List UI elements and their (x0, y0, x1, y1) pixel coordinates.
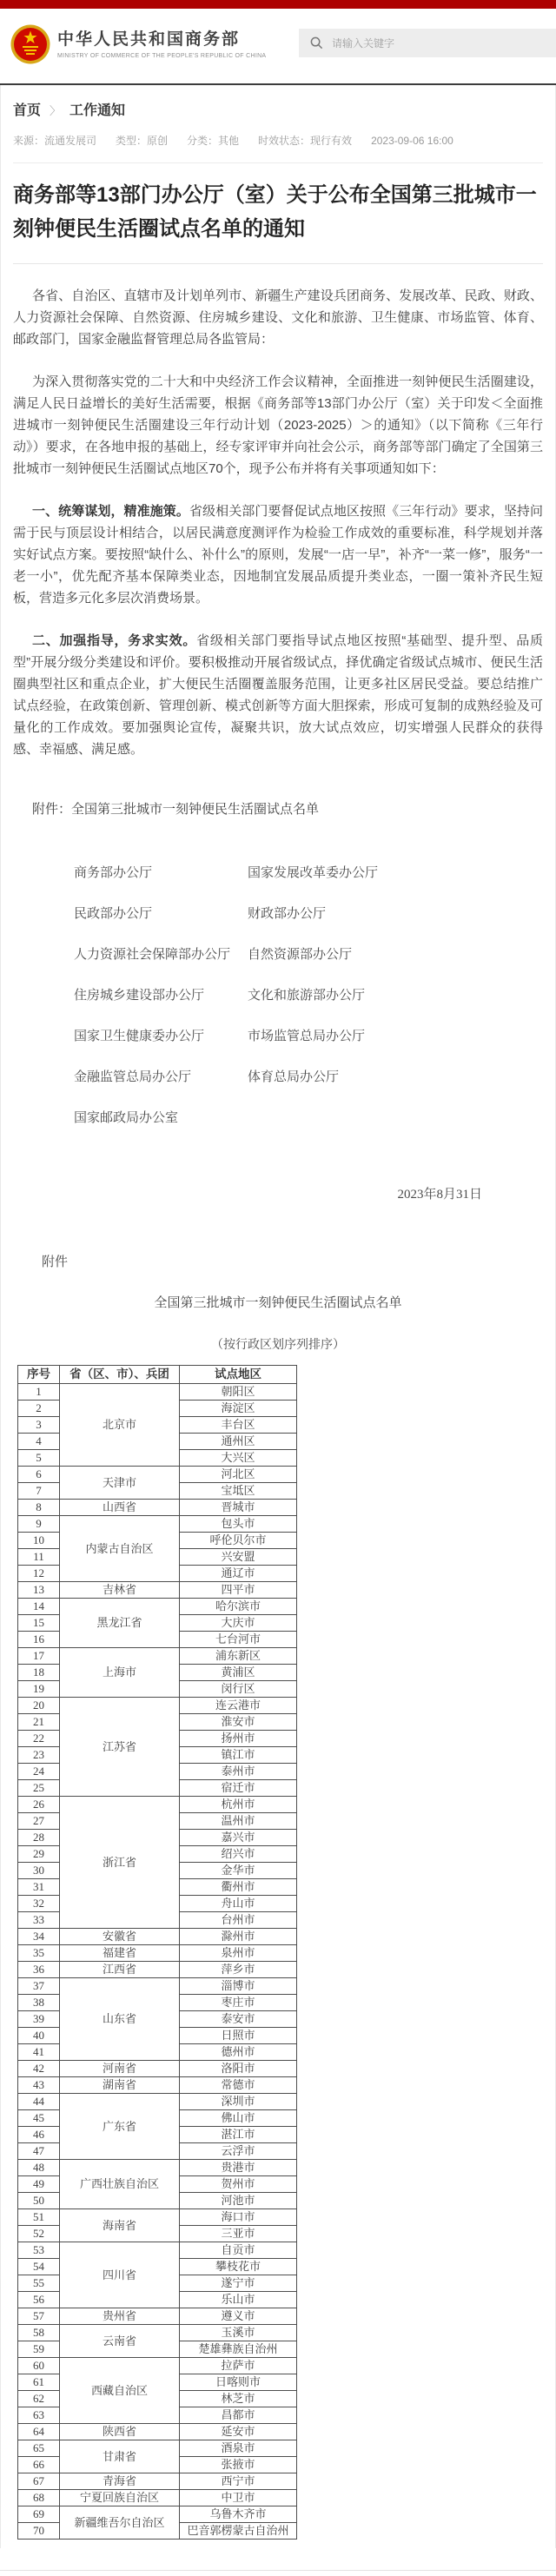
seq-cell: 9 (18, 1516, 60, 1533)
area-cell: 林芝市 (180, 2391, 297, 2407)
seq-cell: 48 (18, 2160, 60, 2176)
area-cell: 延安市 (180, 2424, 297, 2440)
province-cell: 北京市 (60, 1384, 180, 1467)
signer-right: 财政部办公厅 (248, 907, 327, 921)
table-row (18, 1797, 297, 1813)
province-cell: 湖南省 (60, 2077, 180, 2094)
breadcrumb-home[interactable]: 首页 (13, 103, 42, 118)
area-cell: 哈尔滨市 (180, 1599, 297, 1615)
seq-cell: 67 (18, 2473, 60, 2490)
signer-right: 国家发展改革委办公厅 (248, 866, 379, 880)
seq-cell: 11 (18, 1549, 60, 1566)
province-cell: 广西壮族自治区 (60, 2160, 180, 2209)
signer-row (74, 1029, 543, 1045)
attachment-link[interactable]: 全国第三批城市一刻钟便民生活圈试点名单 (71, 802, 320, 817)
seq-cell: 61 (18, 2374, 60, 2391)
area-cell: 淮安市 (180, 1714, 297, 1731)
signer-right: 市场监管总局办公厅 (248, 1030, 366, 1043)
seq-cell: 6 (18, 1467, 60, 1483)
document-date: 2023年8月31日 (397, 1188, 482, 1202)
signer-right: 体育总局办公厅 (248, 1070, 340, 1084)
area-cell: 玉溪市 (180, 2325, 297, 2341)
seq-cell: 8 (18, 1500, 60, 1516)
area-cell: 贵港市 (180, 2160, 297, 2176)
table-row (18, 1962, 297, 1978)
area-cell: 泰州市 (180, 1764, 297, 1780)
search-box[interactable] (299, 29, 556, 57)
seq-cell: 31 (18, 1879, 60, 1896)
seq-cell: 26 (18, 1797, 60, 1813)
seq-cell: 32 (18, 1896, 60, 1912)
area-cell: 中卫市 (180, 2490, 297, 2506)
national-emblem-icon (10, 24, 50, 64)
site-subtitle: MINISTRY OF COMMERCE OF THE PEOPLE'S REPUBLIC OF CHINA (57, 53, 267, 59)
table-row (18, 1698, 297, 1714)
article-title: 商务部等13部门办公厅（室）关于公布全国第三批城市一刻钟便民生活圈试点名单的通知 (13, 183, 537, 241)
breadcrumb-separator: 〉 (50, 104, 62, 117)
footer-space (0, 2571, 556, 2576)
area-cell: 通辽市 (180, 1566, 297, 1582)
area-cell: 包头市 (180, 1516, 297, 1533)
seq-cell: 35 (18, 1945, 60, 1962)
table-row (18, 1599, 297, 1615)
signer-left: 民政部办公厅 (74, 907, 153, 921)
province-cell: 吉林省 (60, 1582, 180, 1599)
seq-cell: 29 (18, 1846, 60, 1863)
seq-cell: 20 (18, 1698, 60, 1714)
area-cell: 淄博市 (180, 1978, 297, 1995)
seq-cell: 49 (18, 2176, 60, 2193)
province-cell: 江苏省 (60, 1698, 180, 1797)
seq-cell: 38 (18, 1995, 60, 2011)
seq-cell: 16 (18, 1632, 60, 1648)
seq-cell: 17 (18, 1648, 60, 1665)
area-cell: 西宁市 (180, 2473, 297, 2490)
province-cell: 四川省 (60, 2242, 180, 2308)
column-header: 序号 (18, 1366, 60, 1384)
province-cell: 贵州省 (60, 2308, 180, 2325)
appendix-table-subtitle: （按行政区划序列排序） (211, 1339, 345, 1352)
article-body (13, 285, 543, 820)
seq-cell: 56 (18, 2292, 60, 2308)
signer-left: 国家卫生健康委办公厅 (74, 1030, 205, 1043)
pilot-list-table (17, 1365, 297, 2540)
seq-cell: 40 (18, 2028, 60, 2044)
meta-item: 时效状态：现行有效 (258, 135, 353, 147)
signer-row (74, 988, 543, 1004)
seq-cell: 34 (18, 1929, 60, 1945)
area-cell: 滁州市 (180, 1929, 297, 1945)
seq-cell: 42 (18, 2061, 60, 2077)
area-cell: 七台河市 (180, 1632, 297, 1648)
article-meta (13, 133, 543, 148)
seq-cell: 30 (18, 1863, 60, 1879)
area-cell: 晋城市 (180, 1500, 297, 1516)
seq-cell: 18 (18, 1665, 60, 1681)
seq-cell: 51 (18, 2209, 60, 2226)
body-paragraph: 各省、自治区、直辖市及计划单列市、新疆生产建设兵团商务、发展改革、民政、财政、人力资源社会保障、自然资源、住房城乡建设、文化和旅游、卫生健康、市场监管、体育、邮政部门，国家金融监督管理总局各监管局： (13, 288, 543, 347)
meta-item: 来源：流通发展司 (13, 135, 97, 147)
table-row (18, 2358, 297, 2374)
seq-cell: 39 (18, 2011, 60, 2028)
seq-cell: 22 (18, 1731, 60, 1747)
area-cell: 自贡市 (180, 2242, 297, 2259)
table-row (18, 2473, 297, 2490)
area-cell: 兴安盟 (180, 1549, 297, 1566)
signer-left: 住房城乡建设部办公厅 (74, 989, 205, 1003)
content-card (0, 85, 556, 2548)
seq-cell: 5 (18, 1450, 60, 1467)
site-header (0, 9, 556, 83)
table-row (18, 1582, 297, 1599)
table-row (18, 2242, 297, 2259)
area-cell: 泰安市 (180, 2011, 297, 2028)
seq-cell: 15 (18, 1615, 60, 1632)
province-cell: 甘肃省 (60, 2440, 180, 2473)
seq-cell: 12 (18, 1566, 60, 1582)
area-cell: 日照市 (180, 2028, 297, 2044)
appendix-table-title: 全国第三批城市一刻钟便民生活圈试点名单 (154, 1296, 402, 1310)
signer-row (74, 1069, 543, 1086)
seq-cell: 41 (18, 2044, 60, 2061)
area-cell: 常德市 (180, 2077, 297, 2094)
province-cell: 内蒙古自治区 (60, 1516, 180, 1582)
site-title: 中华人民共和国商务部 (57, 30, 241, 49)
area-cell: 河池市 (180, 2193, 297, 2209)
area-cell: 丰台区 (180, 1417, 297, 1434)
signer-left: 商务部办公厅 (74, 866, 153, 880)
area-cell: 三亚市 (180, 2226, 297, 2242)
area-cell: 枣庄市 (180, 1995, 297, 2011)
area-cell: 温州市 (180, 1813, 297, 1830)
area-cell: 拉萨市 (180, 2358, 297, 2374)
seq-cell: 7 (18, 1483, 60, 1500)
seq-cell: 23 (18, 1747, 60, 1764)
table-row (18, 1929, 297, 1945)
table-row (18, 1945, 297, 1962)
table-row (18, 1648, 297, 1665)
seq-cell: 19 (18, 1681, 60, 1698)
signer-left: 国家邮政局办公室 (74, 1111, 179, 1125)
area-cell: 海口市 (180, 2209, 297, 2226)
seq-cell: 36 (18, 1962, 60, 1978)
area-cell: 攀枝花市 (180, 2259, 297, 2275)
seq-cell: 10 (18, 1533, 60, 1549)
table-row (18, 2325, 297, 2341)
body-paragraph: 一、统筹谋划，精准施策。省级相关部门要督促试点地区按照《三年行动》要求，坚持问需于民与顶层设计相结合，以居民满意度测评作为检验工作成效的重要标准，科学规划并落实好试点方案。要按照“缺什么、补什么”的原则，发展“一店一早”，补齐“一菜一修”，服务“一老一小”，优先配齐基本保障类业态，因地制宜发展品质提升类业态，一圈一策补齐民生短板，营造多元化多层次消费场景。 (13, 504, 543, 606)
meta-divider (13, 162, 543, 163)
column-header: 试点地区 (180, 1366, 297, 1384)
seq-cell: 27 (18, 1813, 60, 1830)
seq-cell: 66 (18, 2457, 60, 2473)
area-cell: 宝坻区 (180, 1483, 297, 1500)
seq-cell: 24 (18, 1764, 60, 1780)
seq-cell: 13 (18, 1582, 60, 1599)
province-cell: 山东省 (60, 1978, 180, 2061)
area-cell: 遂宁市 (180, 2275, 297, 2292)
area-cell: 德州市 (180, 2044, 297, 2061)
area-cell: 巴音郭楞蒙古自治州 (180, 2523, 297, 2540)
table-row (18, 1978, 297, 1995)
seq-cell: 69 (18, 2506, 60, 2523)
site-logo[interactable] (10, 24, 266, 64)
area-cell: 朝阳区 (180, 1384, 297, 1401)
area-cell: 浦东新区 (180, 1648, 297, 1665)
area-cell: 湛江市 (180, 2127, 297, 2143)
seq-cell: 3 (18, 1417, 60, 1434)
appendix-label: 附件 (42, 1255, 69, 1269)
seq-cell: 59 (18, 2341, 60, 2358)
area-cell: 洛阳市 (180, 2061, 297, 2077)
signer-left: 金融监管总局办公厅 (74, 1070, 192, 1084)
paragraph-lead: 二、加强指导，务求实效。 (32, 633, 197, 648)
area-cell: 昌都市 (180, 2407, 297, 2424)
province-cell: 新疆维吾尔自治区 (60, 2506, 180, 2540)
area-cell: 楚雄彝族自治州 (180, 2341, 297, 2358)
table-row (18, 2160, 297, 2176)
seq-cell: 43 (18, 2077, 60, 2094)
seq-cell: 46 (18, 2127, 60, 2143)
table-row (18, 2094, 297, 2110)
signer-row (74, 906, 543, 923)
area-cell: 张掖市 (180, 2457, 297, 2473)
area-cell: 嘉兴市 (180, 1830, 297, 1846)
seq-cell: 57 (18, 2308, 60, 2325)
area-cell: 杭州市 (180, 1797, 297, 1813)
area-cell: 云浮市 (180, 2143, 297, 2160)
top-red-bar (0, 0, 556, 9)
title-divider (13, 263, 543, 264)
area-cell: 乐山市 (180, 2292, 297, 2308)
seq-cell: 68 (18, 2490, 60, 2506)
area-cell: 深圳市 (180, 2094, 297, 2110)
province-cell: 陕西省 (60, 2424, 180, 2440)
area-cell: 四平市 (180, 1582, 297, 1599)
seq-cell: 47 (18, 2143, 60, 2160)
area-cell: 萍乡市 (180, 1962, 297, 1978)
area-cell: 闵行区 (180, 1681, 297, 1698)
area-cell: 呼伦贝尔市 (180, 1533, 297, 1549)
breadcrumb (13, 85, 543, 119)
table-row (18, 2424, 297, 2440)
search-icon[interactable] (310, 36, 323, 50)
seq-cell: 28 (18, 1830, 60, 1846)
seq-cell: 4 (18, 1434, 60, 1450)
seq-cell: 53 (18, 2242, 60, 2259)
province-cell: 广东省 (60, 2094, 180, 2160)
signer-row (74, 1110, 543, 1127)
seq-cell: 65 (18, 2440, 60, 2457)
breadcrumb-current[interactable]: 工作通知 (70, 103, 126, 118)
province-cell: 河南省 (60, 2061, 180, 2077)
table-row (18, 2490, 297, 2506)
brand-text (57, 30, 266, 59)
table-header-row (18, 1366, 297, 1384)
table-row (18, 1516, 297, 1533)
meta-item: 分类：其他 (187, 135, 240, 147)
seq-cell: 50 (18, 2193, 60, 2209)
table-row (18, 2506, 297, 2523)
seq-cell: 63 (18, 2407, 60, 2424)
area-cell: 泉州市 (180, 1945, 297, 1962)
province-cell: 浙江省 (60, 1797, 180, 1929)
seq-cell: 33 (18, 1912, 60, 1929)
seq-cell: 70 (18, 2523, 60, 2540)
area-cell: 连云港市 (180, 1698, 297, 1714)
signer-right: 自然资源部办公厅 (248, 948, 353, 962)
province-cell: 海南省 (60, 2209, 180, 2242)
table-row (18, 1384, 297, 1401)
province-cell: 上海市 (60, 1648, 180, 1698)
seq-cell: 62 (18, 2391, 60, 2407)
seq-cell: 64 (18, 2424, 60, 2440)
area-cell: 日喀则市 (180, 2374, 297, 2391)
area-cell: 大兴区 (180, 1450, 297, 1467)
area-cell: 镇江市 (180, 1747, 297, 1764)
signer-row (74, 865, 543, 882)
signer-left: 人力资源社会保障部办公厅 (74, 948, 231, 962)
table-row (18, 2308, 297, 2325)
seq-cell: 44 (18, 2094, 60, 2110)
seq-cell: 55 (18, 2275, 60, 2292)
seq-cell: 54 (18, 2259, 60, 2275)
seq-cell: 52 (18, 2226, 60, 2242)
paragraph-lead: 一、统筹谋划，精准施策。 (32, 504, 189, 519)
province-cell: 天津市 (60, 1467, 180, 1500)
province-cell: 江西省 (60, 1962, 180, 1978)
seq-cell: 60 (18, 2358, 60, 2374)
area-cell: 黄浦区 (180, 1665, 297, 1681)
area-cell: 通州区 (180, 1434, 297, 1450)
table-row (18, 2077, 297, 2094)
column-header: 省（区、市）、兵团 (60, 1366, 180, 1384)
area-cell: 大庆市 (180, 1615, 297, 1632)
province-cell: 西藏自治区 (60, 2358, 180, 2424)
area-cell: 贺州市 (180, 2176, 297, 2193)
meta-item: 2023-09-06 16:00 (371, 135, 453, 147)
seq-cell: 2 (18, 1401, 60, 1417)
province-cell: 福建省 (60, 1945, 180, 1962)
province-cell: 安徽省 (60, 1929, 180, 1945)
attachment-line (13, 798, 543, 820)
area-cell: 舟山市 (180, 1896, 297, 1912)
province-cell: 云南省 (60, 2325, 180, 2358)
seq-cell: 37 (18, 1978, 60, 1995)
area-cell: 金华市 (180, 1863, 297, 1879)
table-row (18, 2061, 297, 2077)
province-cell: 山西省 (60, 1500, 180, 1516)
seq-cell: 45 (18, 2110, 60, 2127)
attachment-label: 附件： (32, 802, 72, 817)
area-cell: 酒泉市 (180, 2440, 297, 2457)
area-cell: 佛山市 (180, 2110, 297, 2127)
area-cell: 宿迁市 (180, 1780, 297, 1797)
table-row (18, 1467, 297, 1483)
province-cell: 黑龙江省 (60, 1599, 180, 1648)
seq-cell: 25 (18, 1780, 60, 1797)
signing-departments (13, 865, 543, 1127)
area-cell: 海淀区 (180, 1401, 297, 1417)
table-row (18, 2440, 297, 2457)
search-input[interactable] (330, 36, 507, 50)
area-cell: 扬州市 (180, 1731, 297, 1747)
area-cell: 衢州市 (180, 1879, 297, 1896)
area-cell: 河北区 (180, 1467, 297, 1483)
seq-cell: 14 (18, 1599, 60, 1615)
body-paragraph: 二、加强指导，务求实效。省级相关部门要指导试点地区按照“基础型、提升型、品质型”开展分级分类建设和评价。要积极推动开展省级试点，择优确定省级试点城市、便民生活圈典型社区和重点企业，扩大便民生活圈覆盖服务范围，让更多社区居民受益。要总结推广试点经验，在政策创新、管理创新、模式创新等方面大胆探索，形成可复制的成熟经验及可量化的工作成效。要加强舆论宣传，凝聚共识，放大试点效应，切实增强人民群众的获得感、幸福感、满足感。 (13, 633, 543, 757)
meta-item: 类型：原创 (116, 135, 169, 147)
area-cell: 台州市 (180, 1912, 297, 1929)
body-paragraph: 为深入贯彻落实党的二十大和中央经济工作会议精神，全面推进一刻钟便民生活圈建设，满足人民日益增长的美好生活需要，根据《商务部等13部门办公厅（室）关于印发＜全面推进城市一刻钟便民生活圈建设三年行动计划（2023-2025）＞的通知》（以下简称《三年行动》）要求，在各地申报的基础上，经专家评审并向社会公示，商务部等部门确定了全国第三批城市一刻钟便民生活圈试点地区70个，现予公布并将有关事项通知如下： (13, 374, 543, 476)
signer-right: 文化和旅游部办公厅 (248, 989, 366, 1003)
table-row (18, 1500, 297, 1516)
area-cell: 绍兴市 (180, 1846, 297, 1863)
province-cell: 宁夏回族自治区 (60, 2490, 180, 2506)
area-cell: 乌鲁木齐市 (180, 2506, 297, 2523)
area-cell: 遵义市 (180, 2308, 297, 2325)
seq-cell: 58 (18, 2325, 60, 2341)
seq-cell: 1 (18, 1384, 60, 1401)
seq-cell: 21 (18, 1714, 60, 1731)
signer-row (74, 947, 543, 964)
table-row (18, 2209, 297, 2226)
province-cell: 青海省 (60, 2473, 180, 2490)
